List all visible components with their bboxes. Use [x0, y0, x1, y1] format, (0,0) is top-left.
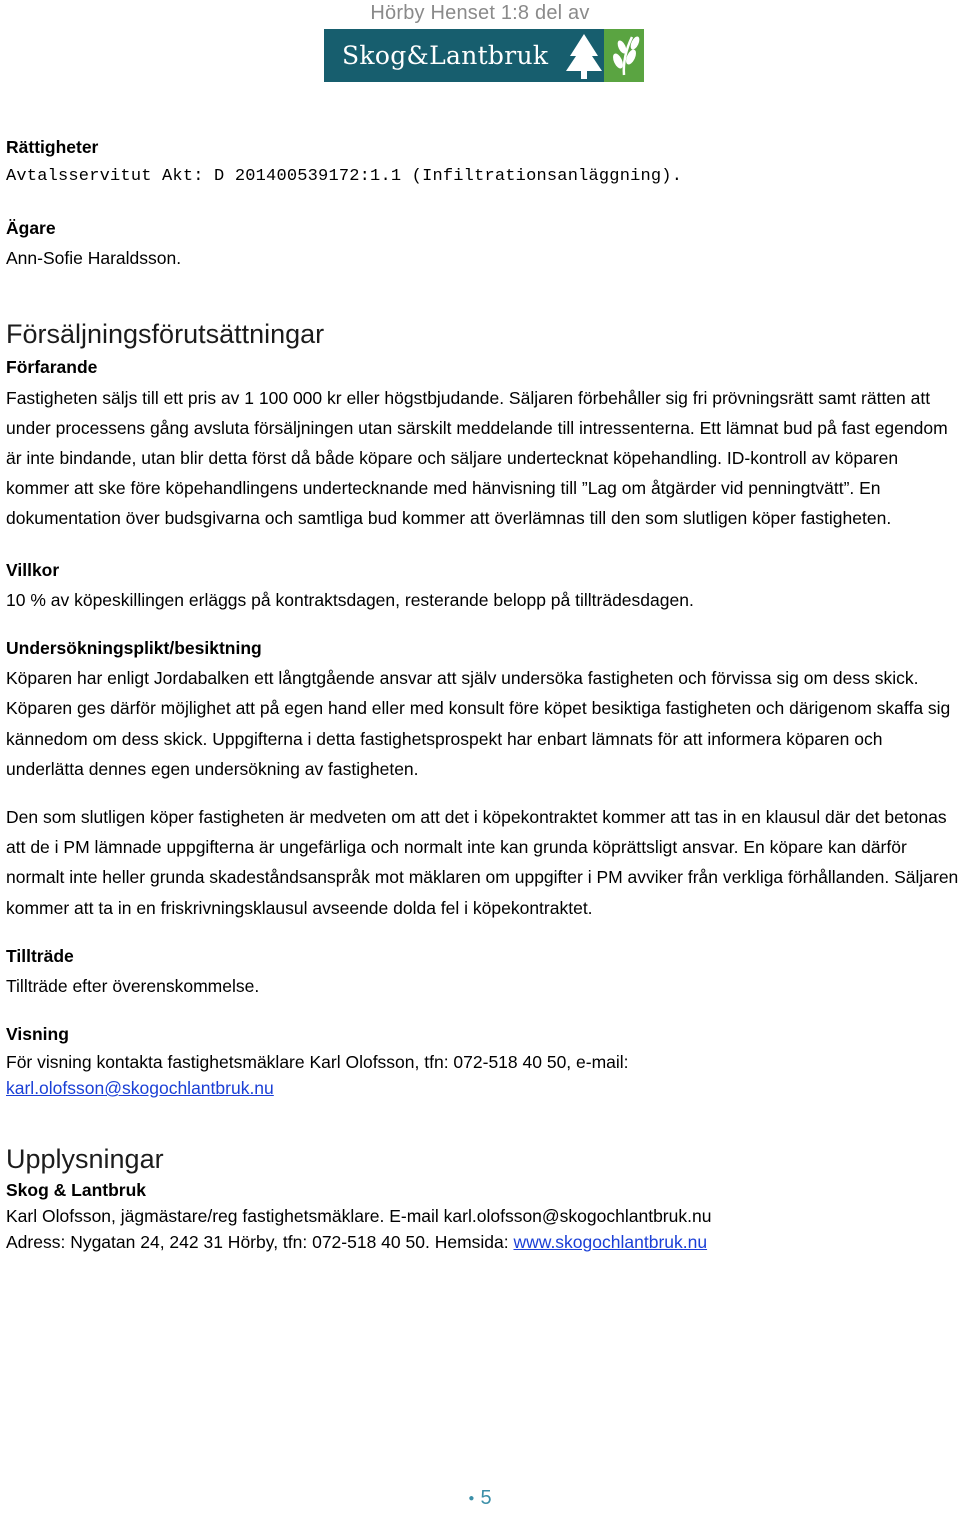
tree-leaf-logo-icon — [560, 29, 644, 82]
tilltrade-text: Tillträde efter överenskommelse. — [6, 975, 260, 996]
company-logo — [324, 29, 644, 82]
upplysningar-heading: Upplysningar — [6, 1144, 164, 1175]
tilltrade-heading: Tillträde — [6, 945, 74, 966]
villkor-heading: Villkor — [6, 559, 60, 580]
undersokning-text-2: Den som slutligen köper fastigheten är medveten om att det i köpekontraktet kommer att tas in en klausul där det betonas att de i PM lämnade uppgifterna är ungefärliga och normalt inte kan grunda köprättsligt ansvar. En köpare kan därför normalt inte heller grunda skadeståndsanspråk mot mäklaren om uppgifter i PM avviker från verkliga förhållanden. Säljaren kommer att ta in en friskrivningsklausul avseende dolda fel i köpekontraktet. — [6, 807, 959, 918]
visning-heading: Visning — [6, 1024, 69, 1045]
forfarande-heading: Förfarande — [6, 357, 98, 378]
agare-heading: Ägare — [6, 218, 56, 239]
villkor-text: 10 % av köpeskillingen erläggs på kontraktsdagen, resterande belopp på tillträdesdagen. — [6, 589, 694, 610]
forfarande-text: Fastigheten säljs till ett pris av 1 100 000 kr eller högstbjudande. Säljaren förbehåller sig fri prövningsrätt samt rätten att under processens gång avsluta försäljningen utan särskilt meddelande till intressenterna. Ett lämnat bud på fast egendom är inte bindande, utan blir detta först då både köpare och säljare undertecknat köpehandling. ID-kontroll av köparen kommer att ske före köpehandlingens undertecknande med hänvisning till ”Lag om åtgärder vid penningtvätt”. En dokumentation över budsgivarna och samtliga bud kommer att överlämnas till den som slutligen köper fastigheten. — [6, 387, 948, 529]
page-number-text: 5 — [480, 1487, 492, 1509]
upplysningar-contact-line: Karl Olofsson, jägmästare/reg fastighetsmäklare. E-mail karl.olofsson@skogochlantbruk.nu — [6, 1206, 712, 1227]
upplysningar-address-text: Adress: Nygatan 24, 242 31 Hörby, tfn: 072-518 40 50. Hemsida: — [6, 1232, 509, 1253]
forsaljning-heading: Försäljningsförutsättningar — [6, 319, 325, 350]
document-body — [6, 132, 960, 1255]
visning-email-link[interactable]: karl.olofsson@skogochlantbruk.nu — [6, 1078, 274, 1099]
agare-text: Ann-Sofie Haraldsson. — [6, 248, 182, 269]
undersokning-heading: Undersökningsplikt/besiktning — [6, 638, 262, 659]
undersokning-text-1: Köparen har enligt Jordabalken ett långtgående ansvar att själv undersöka fastigheten och förvissa sig om dess skick. Köparen ges därför möjlighet att på egen hand eller med konsult före köpet besiktiga fastigheten och därigenom skaffa sig kännedom om dess skick. Uppgifterna i detta fastighetsprospekt har enbart lämnats för att informera köparen och underlätta dennes egen undersökning av fastigheten. — [6, 668, 951, 779]
rattigheter-text: Avtalsservitut Akt: D 201400539172:1.1 (Infiltrationsanläggning). — [6, 167, 683, 186]
rattigheter-heading: Rättigheter — [6, 137, 99, 157]
upplysningar-address-line — [6, 1229, 960, 1255]
upplysningar-company: Skog & Lantbruk — [6, 1180, 147, 1201]
bullet-icon: ● — [468, 1493, 475, 1505]
document-header-title: Hörby Henset 1:8 del av — [370, 2, 590, 24]
visning-text: För visning kontakta fastighetsmäklare Karl Olofsson, tfn: 072-518 40 50, e-mail: — [6, 1052, 629, 1073]
logo-text: Skog&Lantbruk — [342, 41, 549, 70]
website-link[interactable]: www.skogochlantbruk.nu — [513, 1232, 708, 1253]
page-number — [0, 1487, 960, 1510]
